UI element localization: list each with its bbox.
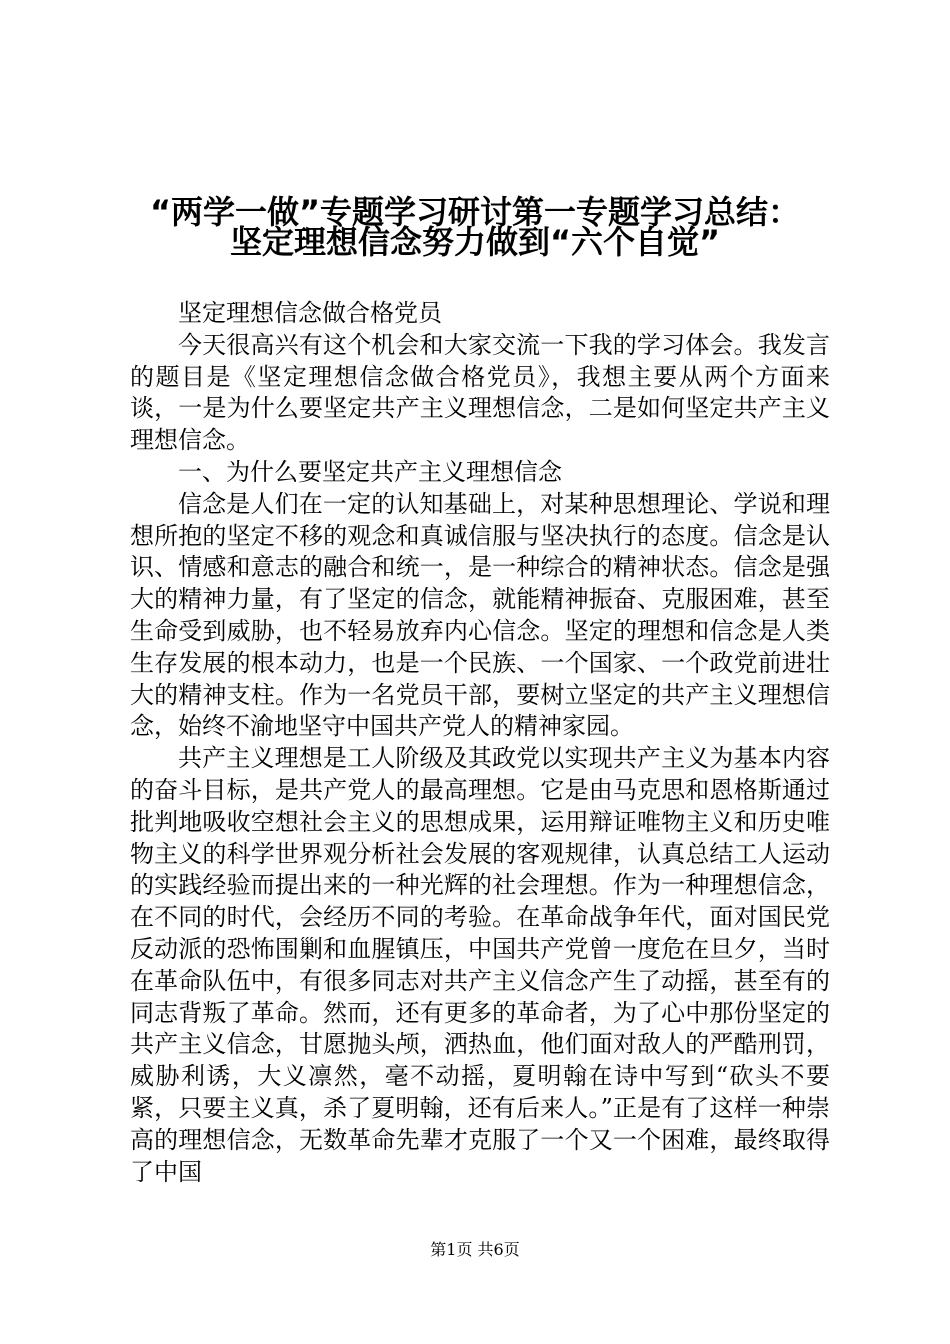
page-number-footer: 第1页 共6页 [430,1240,520,1259]
document-body [130,298,830,1188]
body-paragraph: 共产主义理想是工人阶级及其政党以实现共产主义为基本内容的奋斗目标，是共产党人的最高理想。它是由马克思和恩格斯通过批判地吸收空想社会主义的思想成果，运用辩证唯物主义和历史唯物主义的科学世界观分析社会发展的客观规律，认真总结工人运动的实践经验而提出来的一种光辉的社会理想。作为一种理想信念，在不同的时代，会经历不同的考验。在革命战争年代，面对国民党反动派的恐怖围剿和血腥镇压，中国共产党曾一度危在旦夕，当时在革命队伍中，有很多同志对共产主义信念产生了动摇，甚至有的同志背叛了革命。然而，还有更多的革命者，为了心中那份坚定的共产主义信念，甘愿抛头颅，洒热血，他们面对敌人的严酷刑罚，威胁利诱，大义凛然，毫不动摇，夏明翰在诗中写到“砍头不要紧，只要主义真，杀了夏明翰，还有后来人。”正是有了这样一种崇高的理想信念，无数革命先辈才克服了一个又一个困难，最终取得了中国 [130,744,830,1186]
body-paragraph: 信念是人们在一定的认知基础上，对某种思想理论、学说和理想所抱的坚定不移的观念和真诚信服与坚决执行的态度。信念是认识、情感和意志的融合和统一，是一种综合的精神状态。信念是强大的精神力量，有了坚定的信念，就能精神振奋、克服困难，甚至生命受到威胁，也不轻易放弃内心信念。坚定的理想和信念是人类生存发展的根本动力，也是一个民族、一个国家、一个政党前进壮大的精神支柱。作为一名党员干部，要树立坚定的共产主义理想信念，始终不渝地坚守中国共产党人的精神家园。 [130,489,830,741]
document-title-line-1: “两学一做”专题学习研讨第一专题学习总结： [149,193,801,231]
body-paragraph: 今天很高兴有这个机会和大家交流一下我的学习体会。我发言的题目是《坚定理想信念做合格党员》，我想主要从两个方面来谈，一是为什么要坚定共产主义理想信念，二是如何坚定共产主义理想信念。 [130,330,830,455]
section-heading: 一、为什么要坚定共产主义理想信念 [178,457,562,486]
body-paragraph: 坚定理想信念做合格党员 [178,299,442,327]
document-title-line-2: 坚定理想信念努力做到“六个自觉” [229,223,721,261]
